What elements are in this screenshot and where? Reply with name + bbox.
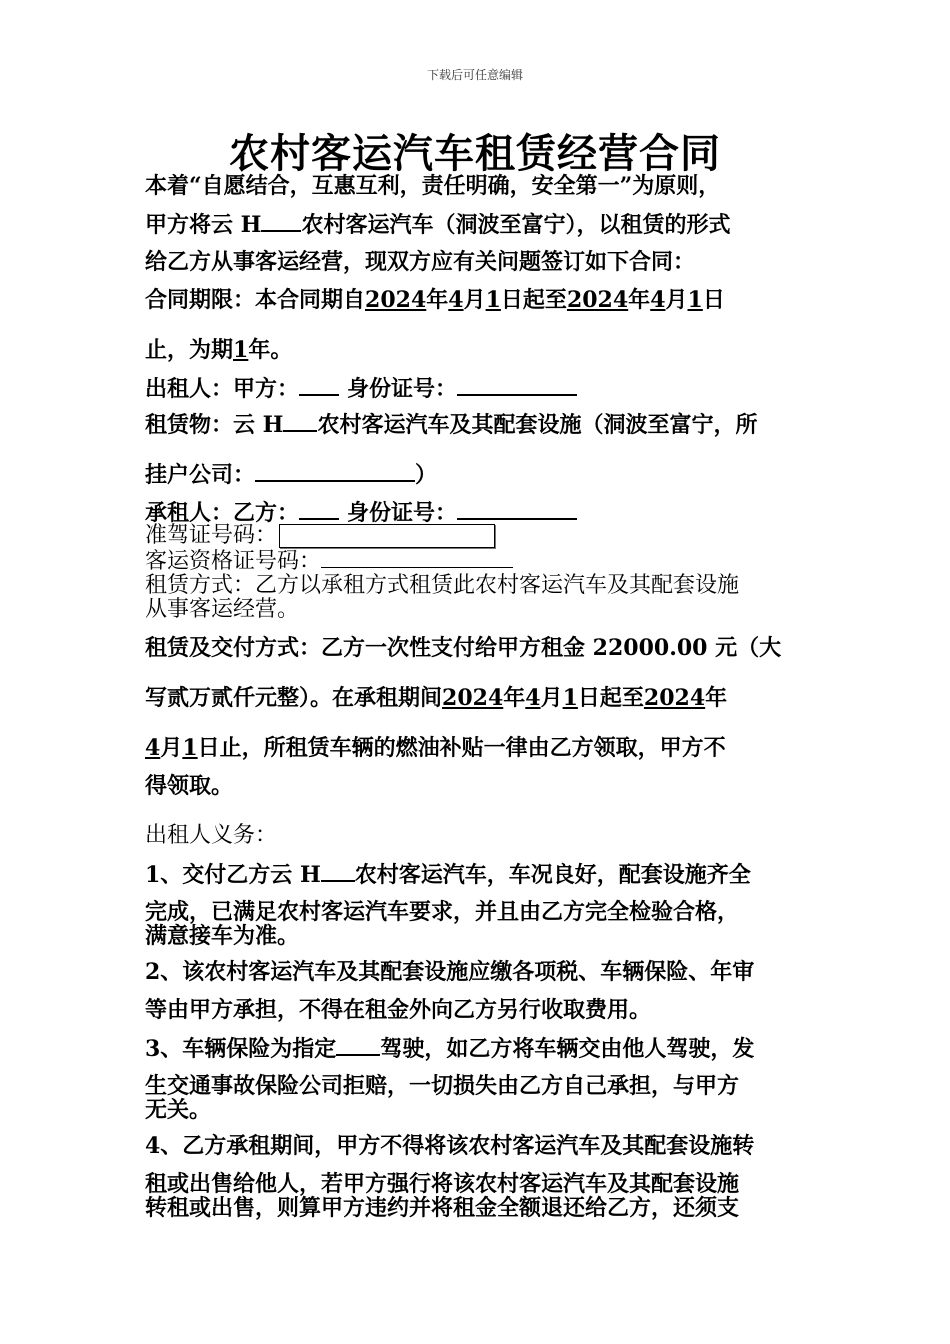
- payment-end-day: 1: [182, 735, 198, 761]
- payment-line-1: 租赁及交付方式：乙方一次性支付给甲方租金 22000.00 元（大: [145, 635, 782, 661]
- item4-line-1: 4、乙方承租期间，甲方不得将该农村客运汽车及其配套设施转: [145, 1133, 755, 1159]
- payment-start-year: 2024: [442, 685, 504, 711]
- qualification-blank: [321, 549, 513, 568]
- lessee-name-blank: [299, 498, 339, 520]
- lessor-name-blank: [299, 374, 339, 396]
- document-title: 农村客运汽车租赁经营合同: [229, 130, 721, 177]
- term-line-2: 止，为期1年。: [145, 337, 293, 363]
- item1-plate-blank: [321, 860, 355, 882]
- item3-line-3: 无关。: [145, 1097, 212, 1123]
- license-number-field[interactable]: [279, 524, 495, 548]
- payment-end-month: 4: [145, 735, 161, 761]
- intro-line-1: 本着“自愿结合，互惠互利，责任明确，安全第一”为原则，: [145, 173, 721, 199]
- term-period-value: 1: [233, 337, 249, 363]
- vehicle-plate-blank: [261, 210, 301, 232]
- method-line-1: 租赁方式：乙方以承租方式租赁此农村客运汽车及其配套设施: [145, 573, 740, 598]
- item1-line-2: 完成，已满足农村客运汽车要求，并且由乙方完全检验合格，: [145, 899, 740, 925]
- company-blank: [255, 460, 415, 482]
- lessee-line: 承租人：乙方： 身份证号：: [145, 498, 577, 527]
- item1-line-1: 1、交付乙方云 H 农村客运汽车，车况良好，配套设施齐全: [145, 862, 751, 888]
- term-end-month: 4: [650, 287, 666, 313]
- payment-end-year: 2024: [643, 685, 706, 711]
- item3-driver-blank: [336, 1034, 380, 1056]
- payment-line-2: 写贰万贰仟元整）。在承租期间2024年4月1日起至2024年: [145, 685, 728, 711]
- leased-line-1: 租赁物：云 H 农村客运汽车及其配套设施（洞波至富宁，所: [145, 412, 758, 438]
- term-start-month: 4: [448, 287, 464, 313]
- method-line-2: 从事客运经营。: [145, 597, 300, 622]
- payment-start-month: 4: [525, 685, 541, 711]
- leased-plate-blank: [283, 410, 317, 432]
- header-note: 下载后可任意编辑: [426, 68, 523, 82]
- license-line: 准驾证号码：: [145, 522, 495, 550]
- term-end-year: 2024: [566, 287, 629, 313]
- qualification-line: 客运资格证号码：: [145, 548, 513, 576]
- intro-line-2: 甲方将云 H 农村客运汽车（洞波至富宁），以租赁的形式: [145, 212, 731, 238]
- leased-line-2: 挂户公司： ）: [145, 462, 438, 488]
- payment-start-day: 1: [562, 685, 578, 711]
- intro-line-3: 给乙方从事客运经营，现双方应有关问题签订如下合同：: [145, 249, 696, 275]
- item4-line-2: 租或出售给他人，若甲方强行将该农村客运汽车及其配套设施: [145, 1171, 740, 1197]
- payment-line-4: 得领取。: [145, 773, 234, 799]
- item3-line-2: 生交通事故保险公司拒赔，一切损失由乙方自己承担，与甲方: [145, 1073, 740, 1099]
- term-start-year: 2024: [365, 287, 427, 313]
- item3-line-1: 3、车辆保险为指定 驾驶，如乙方将车辆交由他人驾驶，发: [145, 1036, 755, 1062]
- term-start-day: 1: [485, 287, 501, 313]
- obligations-heading: 出租人义务：: [145, 823, 278, 848]
- item4-line-3: 转租或出售，则算甲方违约并将租金全额退还给乙方，还须支: [145, 1195, 740, 1221]
- lessor-id-blank: [457, 374, 577, 396]
- lessee-id-blank: [457, 498, 577, 520]
- item1-line-3: 满意接车为准。: [145, 923, 300, 949]
- term-end-day: 1: [687, 287, 703, 313]
- term-line-1: 合同期限：本合同期自2024年4月1日起至2024年4月1日: [145, 287, 725, 313]
- payment-line-3: 4月1日止，所租赁车辆的燃油补贴一律由乙方领取，甲方不: [145, 735, 726, 761]
- lessor-line: 出租人：甲方： 身份证号：: [145, 374, 577, 403]
- item2-line-1: 2、该农村客运汽车及其配套设施应缴各项税、车辆保险、年审: [145, 959, 755, 985]
- item2-line-2: 等由甲方承担，不得在租金外向乙方另行收取费用。: [145, 997, 652, 1023]
